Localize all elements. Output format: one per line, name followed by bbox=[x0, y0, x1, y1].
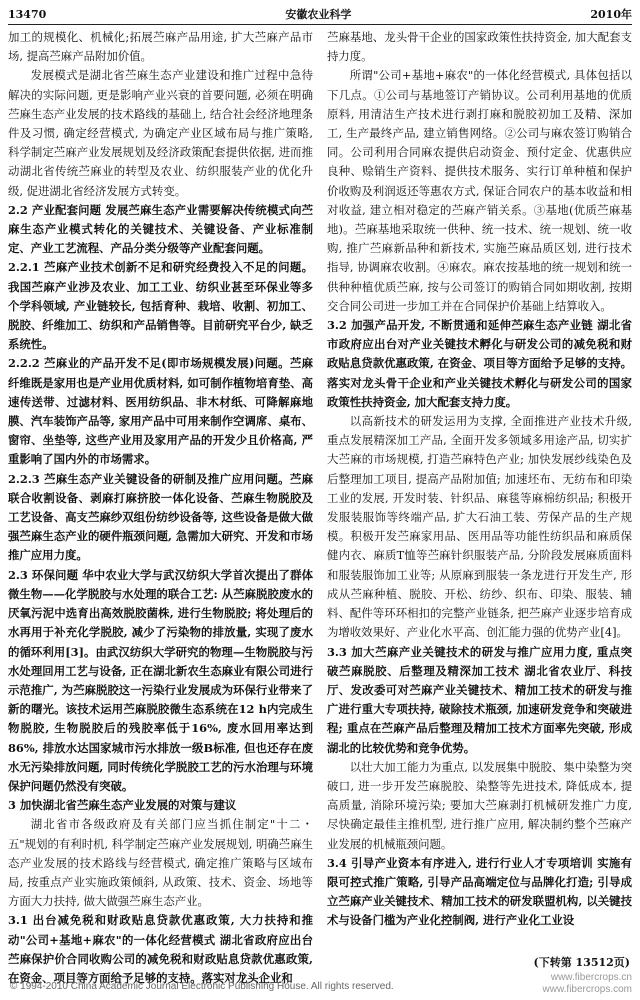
section-heading-paragraph: 3.4 引导产业资本有序进入, 进行行业人才专项培训 实施有限可控式推广策略, 引导产品高端定位与品牌化打造; 引导成立苎麻产业关键技术、精加工技术的研发联盟机构, 以关键技术与设备门槛为产业化控制阀, 进行产业化工业设 bbox=[327, 855, 632, 928]
body-paragraph: 所谓"公司+基地+麻农"的一体化经营模式, 具体包括以下几点。①公司与基地签订产销协议。公司利用基地的优质原料, 用清洁生产技术进行剥打麻和脱胶初加工及精、深加工, 生产最终产品, 建立销售网络。②公司与麻农签订购销合同。公司利用合同麻农提供启动资金、预付定金、优惠供应良种、赊销生产资料、提供技术服务、实行订单种植和保护价收购及利润返还等惠农方式, 保证合同农户的基本收益和相对收益, 建立相对稳定的苎麻产销关系。③基地(优质苎麻基地)。苎麻基地采取统一供种、统一技术、统一规划、统一收购, 推广苎麻新品种和新技术, 实施苎麻品质区划, 进行技术指导, 协调麻农收割。④麻农。麻农按基地的统一规划和统一供种种植优质苎麻, 按与公司签订的购销合同如期收割, 按期交合同公司进一步加工并在合同保护价基础上结算收入。 bbox=[327, 68, 632, 313]
continued-note: (下转第 13512页) bbox=[533, 956, 630, 969]
body-paragraph: 以壮大加工能力为重点, 以发展集中脱胶、集中染整为突破口, 进一步开发苎麻脱胶、染整等先进技术, 降低成本, 提高质量, 消除环境污染; 要加大苎麻剥打机械研发推广力度, 尽快确定最佳主推机型, 进行推广应用, 解决制约整个苎麻产业发展的机械瓶颈问题。 bbox=[327, 759, 632, 851]
right-column bbox=[327, 28, 632, 970]
watermark bbox=[543, 972, 632, 996]
body-paragraph: 苎麻基地、龙头骨干企业的国家政策性扶持资金, 加大配套支持力度。 bbox=[327, 30, 632, 64]
body-paragraph: 湖北省市各级政府及有关部门应当抓住制定"十二・五"规划的有利时机, 科学制定苎麻产业发展规划, 明确苎麻生态产业发展的技术路线与经营模式, 确定推广策略与区域布局, 按重点产业实施政策倾斜, 从政策、技术、资金、场地等方面大力扶持, 做大做强苎麻生态产业。 bbox=[8, 817, 313, 909]
watermark-line-2: www.fibercrops.com bbox=[542, 984, 632, 995]
section-heading-paragraph: 2.3 环保问题 华中农业大学与武汉纺织大学首次提出了群体微生物——化学脱胶与水处理的联合工艺: 从苎麻脱胶废水的厌氧污泥中选育出高效脱胶菌株, 进行生物脱胶; 将处理后的水再用于补充化学脱胶, 减少了污染物的排放量, 实现了废水的循环利用[3]。由武汉纺织大学研究的物理—生物脱胶与污水处理回用工艺与设备, 正在湖北新农生态麻业有限公司进行示范推广, 为苎麻脱胶这一污染行业发展成为环保行业带来了新的曙光。该技术运用苎麻脱胶微生态系统在12 h内完成生物脱胶, 生物脱胶后的残胶率低于16%, 废水回用率达到86%, 排放水达国家城市污水排放一级B标准, 但也还存在废水无污染排放问题, 同时传统化学脱胶工艺的污水治理与环境保护问题仍然没有突破。 bbox=[8, 567, 313, 793]
page-number: 13470 bbox=[8, 7, 47, 21]
journal-title: 安徽农业科学 bbox=[285, 8, 352, 21]
body-paragraph: 以高新技术的研发运用为支撑, 全面推进产业技术升级, 重点发展精深加工产品, 全面开发多领域多用途产品, 切实扩大苎麻的市场规模, 打造苎麻特色产业; 加快发展纱线染色及后整理加工项目, 提高产品附加值; 加速坯布、无纺布和印染工业的发展, 开发时装、针织品、麻毯等麻棉纺织品; 积极开发服装服饰等终端产品, 扩大石油工装、劳保产品的生产规模。积极开发苎麻家用品、医用品等功能性纺织品和麻质保健内衣、麻质T恤等苎麻针织服装产品, 分阶段发展麻质面料和服装服饰加工业等; 从原麻到服装一条龙进行开发生产, 形成从苎麻种植、脱胶、开松、纺纱、织布、印染、服装、辅料、配件等环环相扣的完整产业链条, 把苎麻产业逐步培育成为增收效果好、产业化水平高、创汇能力强的优势产业[4]。 bbox=[327, 414, 632, 640]
copyright-line: © 1994-2010 China Academic Journal Electronic Publishing House. All rights reserved. bbox=[10, 981, 394, 992]
section-heading-paragraph: 3.2 加强产品开发, 不断贯通和延伸苎麻生态产业链 湖北省市政府应出台对产业关键技术孵化与研发公司的减免税和财政贴息贷款优惠政策, 在资金、项目等方面给予足够的支持。落实对龙头骨干企业和产业关键技术孵化与研发公司的国家政策性扶持资金, 加大配套支持力度。 bbox=[327, 318, 632, 409]
running-header bbox=[8, 4, 632, 25]
left-column bbox=[8, 28, 313, 985]
section-heading-paragraph: 2.2.1 苎麻产业技术创新不足和研究经费投入不足的问题。我国苎麻产业涉及农业、加工工业、纺织业甚至环保业等多个学科领域, 产业链较长, 包括育种、栽培、收割、初加工、脱胶、纤维加工、纺织和产品销售等。目前研究平台少, 缺乏系统性。 bbox=[8, 260, 313, 352]
section-heading-paragraph: 3.3 加大苎麻产业关键技术的研发与推广应用力度, 重点突破苎麻脱胶、后整理及精深加工技术 湖北省农业厅、科技厅、发改委可对苎麻产业关键技术、精加工技术的研发与推广进行重大专项扶持, 破除技术瓶颈, 加速研发竞争和突破进程; 重点在苎麻产品后整理及精加工技术方面率先突破, 形成湖北的比较优势和竞争优势。 bbox=[327, 644, 632, 755]
body-paragraph: 发展模式是湖北省苎麻生态产业建设和推广过程中急待解决的实际问题, 更是影响产业兴衰的首要问题, 必须在明确苎麻生态产业发展的技术路线的基础上, 结合社会经济地理条件及习惯, 确定经营模式, 为确定产业区域布局与推广策略, 科学制定苎麻产业发展规划及经济政策配套提供依据, 进而推动湖北省传统苎麻业的转型及农业、纺织服装产业的优化升级, 促进湖北省经济发展方式转变。 bbox=[8, 68, 313, 198]
section-heading-paragraph: 2.2.2 苎麻业的产品开发不足(即市场规模发展)问题。苎麻纤维既是家用也是产业用优质材料, 如可制作植物培育垫、高速传送带、过滤材料、医用纺织品、非木材纸、可降解麻地膜、汽车装饰产品等, 家用产品中可用来制作空调席、桌布、窗帘、坐垫等, 这些产业用及家用产品的开发少且价格高, 严重影响了国内外的市场需求。 bbox=[8, 356, 313, 467]
section-heading-paragraph: 3 加快湖北省苎麻生态产业发展的对策与建议 bbox=[8, 798, 237, 813]
section-heading-paragraph: 3.1 出台减免税和财政贴息贷款优惠政策, 大力扶持和推动"公司+基地+麻农"的一体化经营模式 湖北省政府应出台苎麻保护价合同收购公司的减免税和财政贴息贷款优惠政策, 在资金、项目等方面给予足够的支持。落实对龙头企业和 bbox=[8, 913, 313, 985]
section-heading-paragraph: 2.2.3 苎麻生态产业关键设备的研制及推广应用问题。苎麻联合收割设备、剥麻打麻挤胶一体化设备、苎麻生物脱胶及工艺设备、高支苎麻纱双组份纺纱设备等, 这些设备是做大做强苎麻生态产业的硬件瓶颈问题, 急需加大研究、开发和市场推广应用力度。 bbox=[8, 471, 313, 563]
body-paragraph: 加工的规模化、机械化;拓展苎麻产品用途, 扩大苎麻产品市场, 提高苎麻产品附加价值。 bbox=[8, 30, 313, 64]
year: 2010年 bbox=[590, 8, 632, 21]
watermark-line-1: www.fibercrops.cn bbox=[550, 972, 632, 983]
section-heading-paragraph: 2.2 产业配套问题 发展苎麻生态产业需要解决传统模式向苎麻生态产业模式转化的关键技术、关键设备、产业标准制定、产业工艺流程、产品分类分级等产业配套问题。 bbox=[8, 202, 313, 256]
